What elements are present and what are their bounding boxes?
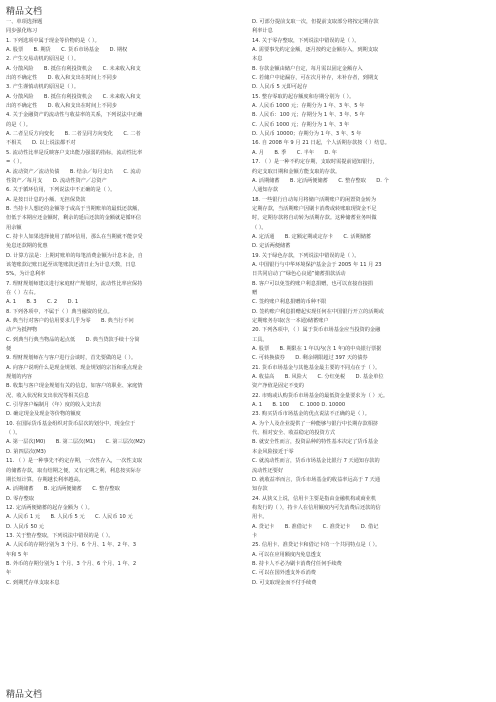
text-line: 23. 购买货币市场基金的优点说法不正确的是（ ）。 [252,411,370,418]
text-line: A. 中国银行与中华环境保护基金会于 2005 年 11 月 23 [252,261,382,268]
text-line: A. 股票 B. 期限在 1 年以内(含 1 年)的中央银行票据 [252,346,382,353]
text-line: B. 外币的存期分别为 1 个月、3 个月、6 个月、1 年、2 [6,560,137,567]
text-line: 18. 一些银行自动每月将储户活期账户的闲置资金转为 [252,196,377,203]
text-line: 3. 产生谨慎动机的原因是（ ）。 [6,84,80,91]
text-line: 17. （ ）是一种不约定存期，支取时需提前通知银行， [252,159,378,166]
text-line: 定期账务存取(含一本通)储蓄账户 [252,318,329,324]
text-line: B. 持卡人不必为刷卡消费付任何手续费 [252,560,342,567]
text-line: 便 [6,346,12,353]
text-line: 期长短计算，存期越长利率越高。 [6,476,84,483]
text-line: 4. 关于金融资产的流动性与收益率的关系，下列说法中正确 [6,112,143,119]
text-line: D. 人民币 5 元即可起存 [252,84,308,91]
text-line: A. 二者呈反方向变化 B. 二者呈同方向变化 C. 二者 [6,131,141,138]
text-line: C. 引导客户编制月（年）度的收入支出表 [6,402,102,409]
text-line: C. 签约账户利息捐赠的币种不限 [252,299,327,306]
text-line: B. 收集与客户现金规划有关的信息，如客户的职业、家庭情 [6,383,143,390]
text-line: 13. 关于整存整取，下列说法中错误的是（ ）。 [6,532,114,539]
text-line: 年 [6,570,12,577]
text-line: D. 可部分提前支取一次，但提前支取部分将按定期存款 [252,19,379,25]
text-line: D. 确定现金及现金等价物的额度 [6,411,81,418]
text-line: 出的不确定性 D. 收入和支出在时间上不同步 [6,75,118,82]
text-line: C. 可以在国外透支外币消费 [252,570,316,577]
text-line: 的是（ ）。 [6,121,31,128]
text-line: 动产为抵押物 [6,327,38,334]
text-line: 年和 5 年 [6,551,29,558]
text-line: 在（ ）左右。 [6,289,39,296]
text-line: C. 若储户中途漏存，可在次月补存，未补存者，到期支 [252,75,379,82]
text-line: 24. 从狭义上说，信用卡主要是指由金融机构或商业机 [252,495,377,502]
text-line: B. 存款金额由储户自定，每月需以固定金额存入 [252,65,363,72]
text-line: A. 股票 B. 期货 C. 货币市场基金 D. 期权 [6,47,128,54]
text-line: A. 分散风险 B. 抵住有利投资机会 C. 未来收入和支 [6,93,141,100]
text-line: A. 可以在应用额度内免息透支 [252,551,322,558]
text-line: 22. 市购或认购货币市场基金的最低资金量要求为（ ）元。 [252,392,389,399]
text-line: 本息 [252,56,263,63]
text-line: 约定支取日期和金额方能支取的存款。 [252,168,341,175]
text-line: D. 零存整取 [6,495,35,502]
text-line: 一、单项选择题 [6,19,43,25]
left-column [6,18,244,588]
right-column [252,18,490,588]
text-line: 20. 下列各项中，（ ）属于货币市场基金应当投资的金融 [252,327,381,334]
text-line: 知存款 [252,486,268,493]
text-line: 况、收入状况和支出状况等相关信息 [6,392,90,399]
text-line: （ ）。 [6,430,21,437]
text-line: 16. 自 2008 年 9 月 21 日起，个人活期存款按（ ）结息。 [252,140,390,147]
text-line: 5. 流动性比率是反映客户支出能力强弱的指标，流动性比率 [6,149,143,156]
text-line: A. 活期储蓄 B. 定活两便储蓄 C. 整存整取 [6,486,120,493]
page-footer: 精品文档 [6,690,43,700]
text-line: 流动性还要好 [252,467,284,474]
text-line: 赠 [252,289,258,296]
text-line: 人通知存款 [252,187,278,194]
text-line: D. 人民币 10000；存期分为 1 年、3 年、5 年 [252,131,362,138]
text-line: A. 1 B. 3 C. 2 D. 1 [6,299,79,306]
text-line: 7. 理财规划师建议进行家庭财产规划时，流动性比率应保持 [6,280,143,287]
text-line: 12. 定活两便储蓄的起存金额为（ ）。 [6,504,93,511]
text-line: 5%，为计息利率 [6,271,46,278]
text-line: A. 人民币 1000 元；存期分为 1 年、3 年、5 年 [252,103,365,110]
text-line: A. 流动资产／流动负债 B. 结余／每月支出 C. 流动 [6,168,141,175]
text-line: 性资产／每月支 D. 流动性资产／总资产 [6,177,107,184]
text-line: C. 人民币 1000 元；存期分为 1 年、3 年 [252,121,350,128]
text-line: A. 分散风险 B. 抵住有利投资机会 C. 未来收入和支 [6,65,141,72]
text-line: D. 就收益率而言，货币市场基金的收益率远高于 7 天通 [252,476,381,483]
text-line: D. 可支取现金而不付手续费 [252,579,317,586]
text-line: A. 为个人及企业提供了一种能够与银行中长期存款相挤 [252,420,379,427]
text-line: A. 贷记卡 B. 准借记卡 C. 准贷记卡 D. 借记 [252,523,379,530]
text-line: 规划的内容 [6,374,32,381]
text-line: 同步强化练习 [6,28,38,35]
text-line: C. 持卡人如果选择使用了循环信用，那么在当期就不能享受 [6,233,143,240]
text-line: A. 活期储蓄 B. 定活两便储蓄 C. 整存整取 D. 个 [252,177,389,184]
text-line: 卡 [252,532,258,539]
text-line: 定期存款，当活期账户因刷卡消费或转账取现资金不足 [252,205,377,212]
text-line: 利率计息 [252,28,273,35]
text-line: A. 人民币的存期分别为 3 个月、6 个月、1 年、2 年、3 [6,542,137,549]
text-line: 免息还款期的优惠 [6,243,48,250]
text-line: B. 客户可以免签约账户利息捐赠，也可以直接直接捐 [252,280,373,287]
text-line: 资产净值是固定不变的 [252,383,304,390]
text-line: B. 人民币：100 元；存期分为 1 年、3 年、5 年 [252,112,365,119]
text-line: A. 人民币 1 元 B. 人民币 5 元 C. 人民币 10 元 [6,514,133,521]
text-line: 日共同启动了“绿色心良通”储蓄捐款活动 [252,271,346,278]
text-line: 本金风险接近于零 [252,448,294,455]
text-line: 8. 下列各项中，不属于（ ）典当融资的优点。 [6,308,113,315]
text-line: C. 到典当行典当物品的起点低 D. 典当贷款手续十分简 [6,336,140,343]
text-line: A. 月 B. 季 C. 半年 D. 年 [252,149,337,156]
text-line: 14. 关于零存整取，下列说法中错误的是（ ）。 [252,37,360,44]
text-line: A. 收益高 B. 风险大 C. 分红免税 D. 基金单位 [252,374,384,381]
text-line: D. 定活两便储蓄 [252,243,291,250]
text-line: B. 当持卡人想还的金额等于或高于当期账单的最低还款额， [6,205,143,212]
text-line: A. 定活通 B. 定额定期或定存卡 C. 活期储蓄 [252,233,372,240]
text-line: 2. 产生交易动机的原因是（ ）。 [6,56,80,63]
text-line: 1. 下列选项中属于现金等价物的是（ ）。 [6,37,100,44]
text-line: 的储蓄存款，取有结期之便，又有定期之利，利息按实际存 [6,467,141,474]
text-line: A. 第一层次(M0) B. 第二层次(M1) C. 第三层次(M2) [6,439,146,446]
text-line: 6. 关于循环信用，下列说法中不正确的是（ ）。 [6,187,116,194]
text-line: A. 典当行对客户的信用要求几乎为零 B. 典当行不问 [6,318,134,324]
text-line: D. 人民币 50 元 [6,523,44,530]
text-line: 10. 在国际货币基金组织对货币层次的划分中，现金位于 [6,420,136,427]
text-line: 出的不确定性 D. 收入和支出在时间上不同步 [6,103,118,110]
text-line: A. 需要事先约定金额，逐月按约定金额存入，到期支取 [252,47,379,54]
text-line: 该笔账款记账日起至该笔账款还清日止为计息天数，日息 [6,261,136,268]
text-line: 21. 货币市场基金与其他基金最主要的不同点在于（ ）。 [252,364,381,371]
text-line: 19. 关于绿色存款，下列说法中错误的是（ ）。 [252,252,360,259]
text-line: =（ ）。 [6,159,25,166]
text-line: 不相关 D. 以上说法都不对 [6,140,76,147]
text-line: A. 是按日计息的小额、无担保贷款 [6,196,86,203]
text-line: 时，定期存款将自动转为活期存款。这种储蓄业务叫做 [252,215,377,222]
text-line: 25. 信用卡、准贷记卡和借记卡的一个共同特点是（ ）。 [252,542,381,549]
text-line: D. 计算方法是：上期对账单的每笔消费金额为计息本金，自 [6,252,143,259]
text-line: 构发行的（ ），持卡人在信用额度内可先消费后还款的信 [252,504,381,511]
text-line: 用余额 [6,224,22,231]
text-line: 代、相对安全、收益稳定的投资方式 [252,430,336,437]
text-line: C. 就流动性而言，货币市场基金比银行 7 天通知存款的 [252,458,380,465]
page-header: 精品文档 [6,7,43,17]
text-line: A. 向客户说明什么是现金规划、现金规划的宗旨和重点现金 [6,364,143,371]
text-line: 但低于本期应还金额时，剩余的延后还款的金额就是循环信 [6,215,141,222]
text-line: 工具。 [252,336,268,343]
text-line: B. 就安全性而言，投资品种的特性基本决定了货币基金 [252,439,379,446]
text-line: A. 1 B. 100 C. 1000 D. 10000 [252,402,346,409]
text-line: D. 第四层次(M3) [6,448,46,455]
text-line: 11. （ ）是一种事先不约定存期，一次性存入，一次性支取 [6,458,143,465]
text-line: C. 到期凭存单支取本息 [6,579,60,586]
text-line: 15. 整存零取的起存额度和存期分别为（ ）。 [252,93,355,100]
text-line: D. 签约账户利息捐赠起实现任何在中国银行开立的活期或 [252,308,384,315]
text-line: C. 可转换债券 D. 剩余期限超过 397 天的债券 [252,355,368,362]
text-line: 用卡。 [252,514,268,521]
text-line: （ ）。 [252,224,267,231]
text-line: 9. 理财规划师在与客户进行会谈时，首先要做的是（ ）。 [6,355,137,362]
